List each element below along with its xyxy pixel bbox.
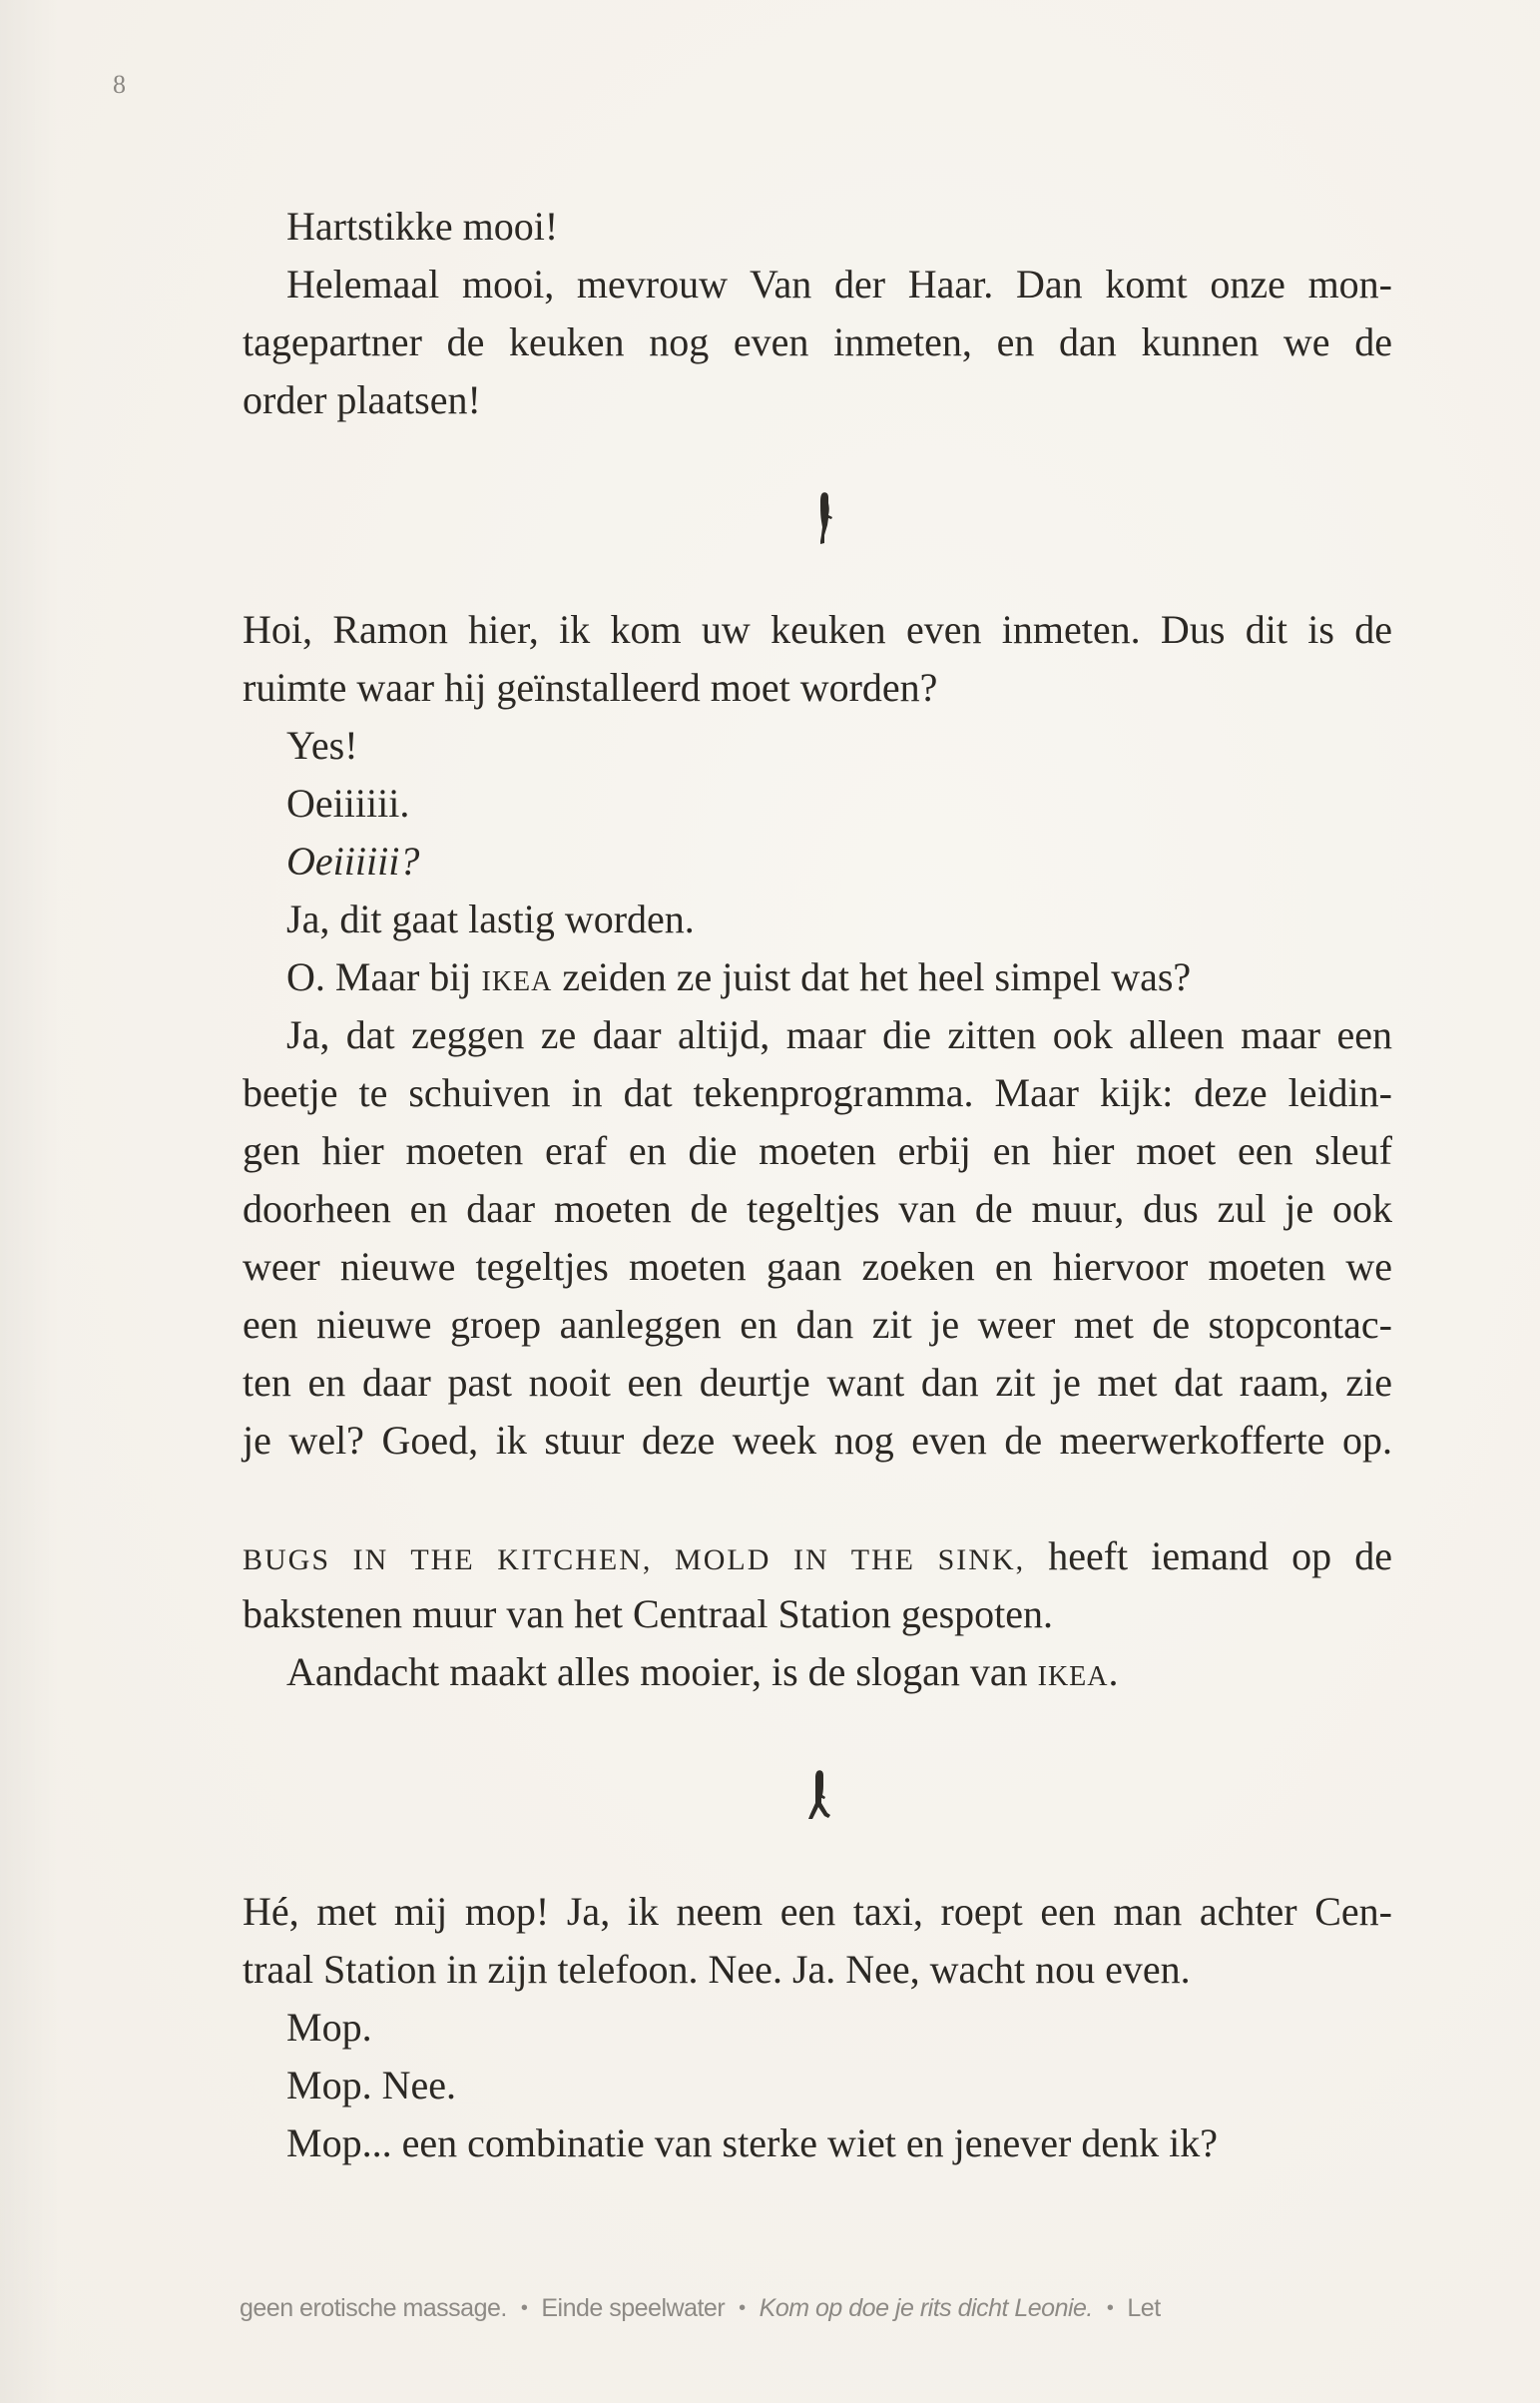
paragraph-line: weer nieuwe tegeltjes moeten gaan zoeken en hiervoor moeten we	[243, 1244, 1392, 1289]
paragraph-line	[286, 1643, 1392, 1701]
paragraph-line: Ja, dat zeggen ze daar altijd, maar die zitten ook alleen maar een	[286, 1012, 1392, 1057]
paragraph-line: ruimte waar hij geïnstalleerd moet worden?	[243, 665, 938, 710]
paragraph-line	[286, 948, 1392, 1006]
paragraph-line: Hoi, Ramon hier, ik kom uw keuken even inmeten. Dus dit is de	[243, 607, 1392, 652]
paragraph-line: Hé, met mij mop! Ja, ik neem een taxi, roept een man achter Cen-	[243, 1889, 1392, 1934]
paragraph-line: Oeiiiiii.	[286, 781, 410, 826]
text-segment: .	[1108, 1649, 1119, 1694]
paragraph-line: traal Station in zijn telefoon. Nee. Ja. Nee, wacht nou even.	[243, 1947, 1191, 1992]
paragraph-line-italic	[286, 833, 1392, 891]
paragraph-line: gen hier moeten eraf en die moeten erbij en hier moet een sleuf	[243, 1128, 1392, 1173]
footer-ticker	[240, 2294, 1161, 2323]
paragraph-line: order plaatsen!	[243, 377, 481, 422]
small-caps-text: ikea	[1037, 1649, 1109, 1694]
footer-item: Let	[1127, 2294, 1161, 2322]
footer-item: Einde speelwater	[541, 2294, 726, 2322]
paragraph-line: Mop... een combinatie van sterke wiet en jenever denk ik?	[286, 2120, 1218, 2165]
paragraph-line: Helemaal mooi, mevrouw Van der Haar. Dan komt onze mon-	[286, 262, 1392, 306]
walking-figure-icon	[813, 491, 835, 547]
italic-text: Oeiiiiii?	[286, 839, 420, 884]
paragraph-line: je wel? Goed, ik stuur deze week nog even de meerwerkofferte op.	[243, 1418, 1392, 1463]
text-segment: zeiden ze juist dat het heel simpel was?	[552, 954, 1192, 999]
paragraph-line: Mop.	[286, 2005, 372, 2050]
footer-item: geen erotische massage.	[240, 2294, 507, 2322]
bullet-separator: •	[1106, 2297, 1114, 2319]
paragraph-line: tagepartner de keuken nog even inmeten, en dan kunnen we de	[243, 319, 1392, 364]
bullet-separator: •	[739, 2297, 746, 2319]
paragraph-line: een nieuwe groep aanleggen en dan zit je weer met de stopcontac-	[243, 1302, 1392, 1347]
paragraph-line: Mop. Nee.	[286, 2063, 456, 2107]
small-caps-text: ikea	[481, 954, 553, 999]
paragraph-line: beetje te schuiven in dat tekenprogramma. Maar kijk: deze leidin-	[243, 1070, 1392, 1115]
page-number: 8	[113, 70, 126, 99]
text-segment: heeft iemand op de	[1025, 1533, 1392, 1578]
text-segment: Aandacht maakt alles mooier, is de slogan van	[286, 1649, 1038, 1694]
small-caps-text: BUGS IN THE KITCHEN, MOLD IN THE SINK,	[243, 1543, 1026, 1576]
paragraph-line: ten en daar past nooit een deurtje want dan zit je met dat raam, zie	[243, 1360, 1392, 1405]
text-segment: O. Maar bij	[286, 954, 482, 999]
paragraph-line: Yes!	[286, 723, 358, 768]
bullet-separator: •	[520, 2297, 528, 2319]
paragraph-line: doorheen en daar moeten de tegeltjes van de muur, dus zul je ook	[243, 1186, 1392, 1231]
paragraph-line: Ja, dit gaat lastig worden.	[286, 897, 695, 941]
paragraph-line	[243, 1527, 1392, 1585]
paragraph-line: bakstenen muur van het Centraal Station gespoten.	[243, 1591, 1054, 1636]
footer-item-italic: Kom op doe je rits dicht Leonie.	[759, 2294, 1093, 2322]
walking-figure-icon	[806, 1769, 832, 1825]
paragraph-line: Hartstikke mooi!	[286, 204, 559, 249]
